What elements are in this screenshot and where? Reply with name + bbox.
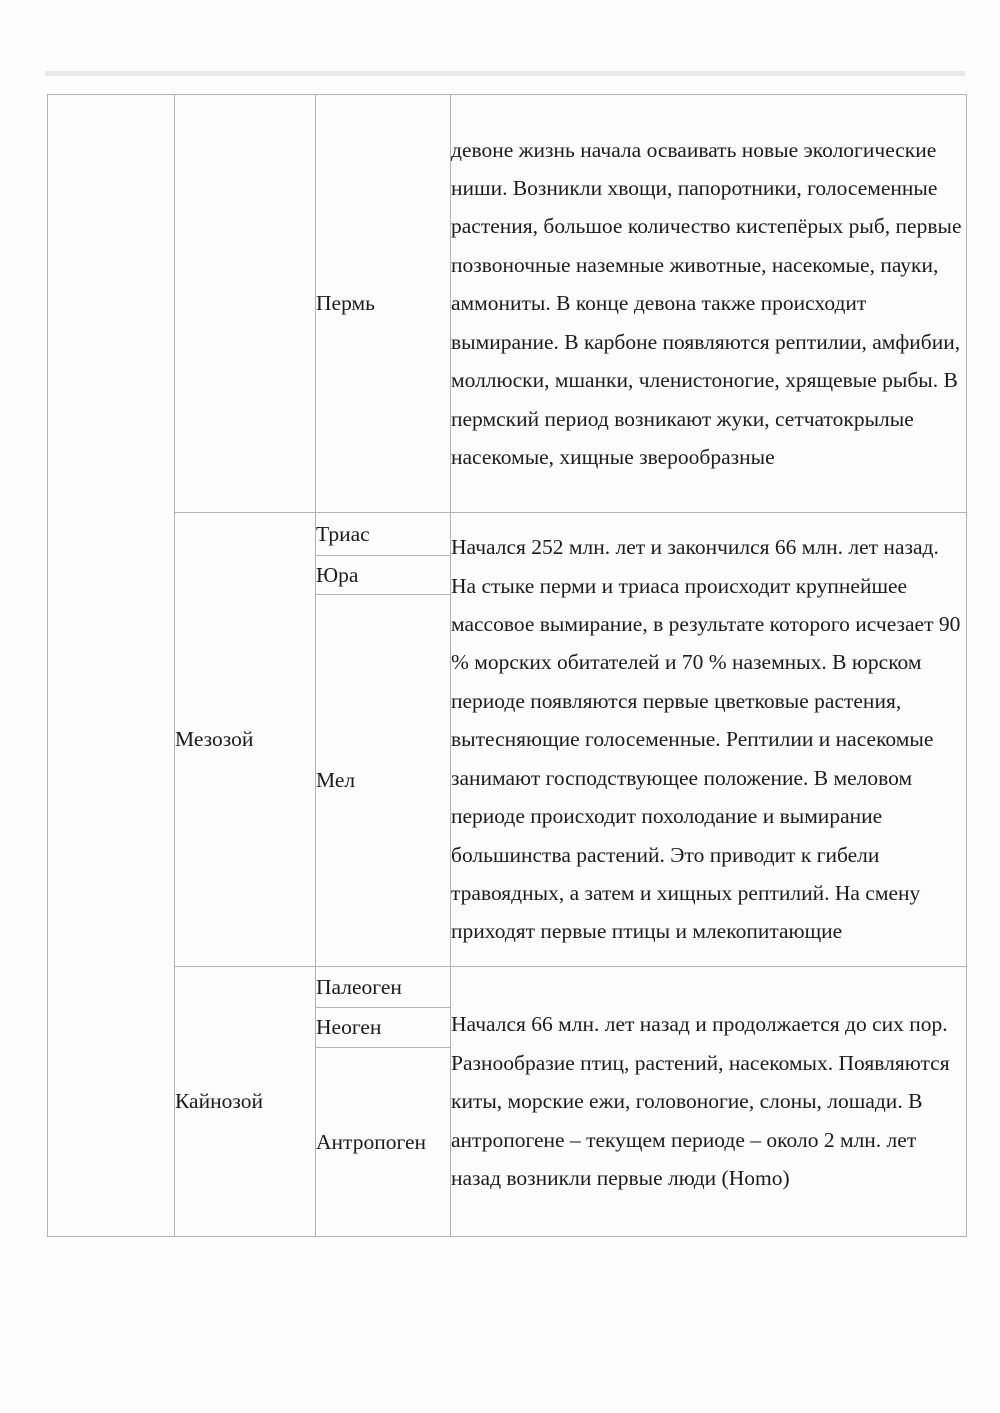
spacer-column-cell <box>48 95 175 1237</box>
period-cell-jurassic: Юра <box>316 556 451 595</box>
description-cell-cenozoic: Начался 66 млн. лет назад и продолжается до сих пор. Разнообразие птиц, растений, насекомых. Появляются киты, морские ежи, головоногие, слоны, лошади. В антропогене – текущем периоде – около 2 млн. лет назад возникли первые люди (Homo) <box>451 967 967 1237</box>
period-cell-anthropogene: Антропоген <box>316 1048 451 1237</box>
period-cell-cretaceous: Мел <box>316 595 451 967</box>
period-cell-paleogene: Палеоген <box>316 967 451 1008</box>
period-cell-neogene: Неоген <box>316 1008 451 1048</box>
era-cell-cenozoic: Кайнозой <box>175 967 316 1237</box>
page-break-band <box>45 71 965 76</box>
description-cell-devon-perm: девоне жизнь начала осваивать новые экологические ниши. Возникли хвощи, папоротники, голосеменные растения, большое количество кистепёрых рыб, первые позвоночные наземные животные, насекомые, пауки, аммониты. В конце девона также происходит вымирание. В карбоне появляются рептилии, амфибии, моллюски, мшанки, членистоногие, хрящевые рыбы. В пермский период возникают жуки, сетчатокрылые насекомые, хищные зверообразные <box>451 95 967 513</box>
period-cell-perm: Пермь <box>316 95 451 513</box>
era-cell-paleozoic-empty <box>175 95 316 513</box>
geologic-eras-table <box>47 94 967 1237</box>
period-cell-triassic: Триас <box>316 513 451 556</box>
description-cell-mesozoic: Начался 252 млн. лет и закончился 66 млн. лет назад. На стыке перми и триаса происходит крупнейшее массовое вымирание, в результате которого исчезает 90 % морских обитателей и 70 % наземных. В юрском периоде появляются первые цветковые растения, вытесняющие голосеменные. Рептилии и насекомые занимают господствующее положение. В меловом периоде происходит похолодание и вымирание большинства растений. Это приводит к гибели травоядных, а затем и хищных рептилий. На смену приходят первые птицы и млекопитающие <box>451 513 967 967</box>
era-cell-mesozoic: Мезозой <box>175 513 316 967</box>
